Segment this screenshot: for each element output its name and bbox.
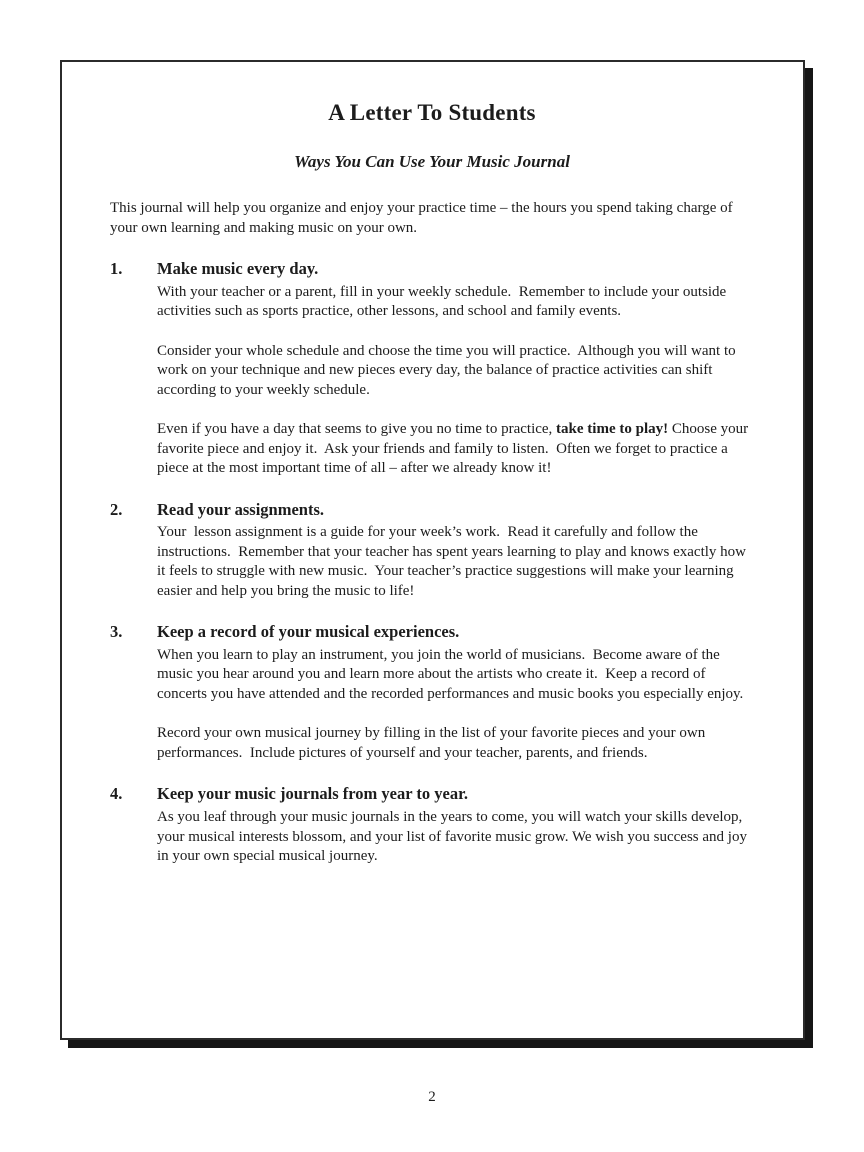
section-paragraph: When you learn to play an instrument, you join the world of musicians. Become aware of the music you hear around you and learn more about the artists who create it. Keep a record of concerts you have attended and the recorded performances and music books you especially enjoy. [157,646,744,702]
section-body [157,259,754,479]
section-number: 3. [110,622,123,642]
section-paragraph: Even if you have a day that seems to give you no time to practice, take time to play! Choose your favorite piece and enjoy it. Ask your friends and family to listen. Often we forget to practice a piece at the most important time of all – after we already know it! [157,421,752,477]
section-keep-record [110,622,754,763]
section-paragraph: Consider your whole schedule and choose the time you will practice. Although you will want to work on your technique and new pieces every day, the balance of practice activities can shift according to your weekly schedule. [157,342,740,398]
section-heading: Keep a record of your musical experiences. [157,622,460,642]
section-read-assignments [110,500,754,602]
section-heading: Keep your music journals from year to year. [157,784,469,804]
page-title: A Letter To Students [328,100,536,125]
section-paragraph: Your lesson assignment is a guide for your week’s work. Read it carefully and follow the instructions. Remember that your teacher has spent years learning to play and knows exactly how it feels to struggle with new music. Your teacher’s practice suggestions will make your learning easier and help you bring the music to life! [157,524,750,599]
page-subtitle: Ways You Can Use Your Music Journal [294,152,570,171]
section-body [157,500,754,602]
section-make-music [110,259,754,479]
section-paragraph: With your teacher or a parent, fill in your weekly schedule. Remember to include your outside activities such as sports practice, other lessons, and school and family events. [157,283,730,320]
section-heading: Make music every day. [157,259,319,278]
section-number: 2. [110,499,123,519]
page-number: 2 [428,1089,436,1105]
section-heading: Read your assignments. [157,499,325,519]
section-keep-journals [110,784,754,866]
section-paragraph: As you leaf through your music journals in the years to come, you will watch your skills develop, your musical interests blossom, and your list of favorite music grow. We wish you success and joy in your own special musical journey. [157,809,751,864]
section-body [157,622,754,763]
section-number: 1. [110,259,123,278]
section-number: 4. [110,784,123,804]
page-content [62,62,803,867]
section-body [157,784,754,866]
letter-page [60,60,805,1040]
intro-paragraph: This journal will help you organize and enjoy your practice time – the hours you spend taking charge of your own learning and making music on your own. [110,200,737,236]
section-paragraph: Record your own musical journey by filling in the list of your favorite pieces and your own performances. Include pictures of yourself and your teacher, parents, and friends. [157,725,709,761]
